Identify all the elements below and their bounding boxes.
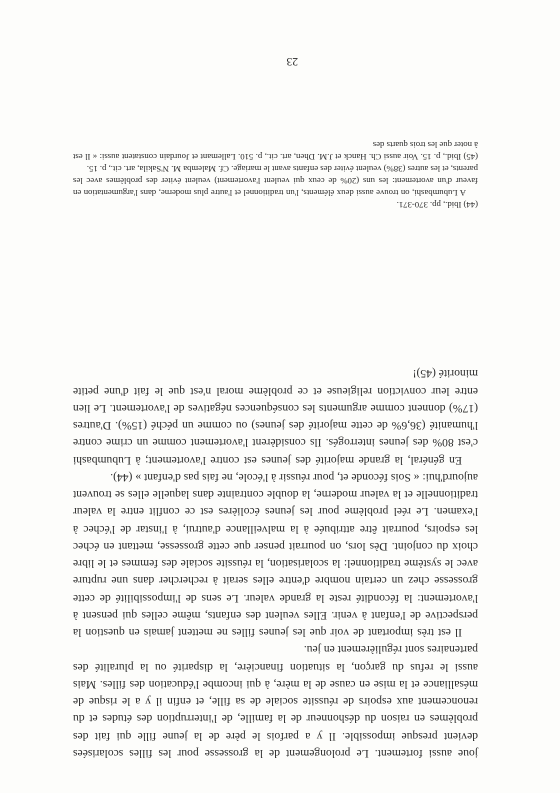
body-text <box>73 365 478 762</box>
footnote: A Lubumbashi, on trouve aussi deux éléments, l'un traditionnel et l'autre plus moderne, dans l'argumentation en faveur d'un avortement: les uns (20% de ceux qui veulent l'avortement) veulent éviter des problèmes avec les parents, et les autres (38%) veulent éviter des enfants avant le mariage. Cf. Malemba M. N'Sakila, art. cit., p. 15. <box>73 163 478 198</box>
footnotes <box>73 138 478 211</box>
page-number: 23 <box>286 55 298 67</box>
paragraph: En général, la grande majorité des jeunes est contre l'avortement; à Lubumbashi c'est 80% des jeunes interrogés. Ils considèrent l'avortement comme un crime contre l'humanité (36,6% de cette majorité des jeunes) ou comme un péché (15%). D'autres (17%) donnent comme arguments les conséquences négatives de l'avortement. Le lien entre leur conviction religieuse et ce problème moral n'est que le fait d'une petite minorité (45)! <box>73 367 478 467</box>
footnote: (44) Ibid., pp. 370-371. <box>396 200 478 210</box>
paragraph: joue aussi fortement. Le prolongement de la grossesse pour les filles scolarisées devient presque impossible. Il y a parfois le père de la jeune fille qui fait des problèmes en raison du déshonneur de la famille, de l'interruption des études et du renoncement aux espoirs de réussite sociale de sa fille, et enfin il y a le risque de mésalliance et la mise en cause de la mère, à qui incombe l'éducation des filles. Mais aussi le refus du garçon, la situation financière, la disparité ou la pluralité des partenaires sont régulièrement en jeu. <box>73 643 478 760</box>
footnote: (45) Ibid., p. 15. Voir aussi Ch. Hanck et J.M. Dhen, art. cit., p. 510. Lallemant et Jourdain constatent aussi: « Il est à noter que les trois quarts des <box>73 139 478 162</box>
paragraph: Il est très important de voir que les jeunes filles ne mettent jamais en question la perspective de l'enfant à venir. Elles veulent des enfants, même celles qui pensent à l'avortement: la fécondité reste la grande valeur. Le sens de l'impossibilité de cette grossesse chez un certain nombre d'entre elles serait à rechercher dans une rupture avec le système traditionnel: la scolarisation, la réussite sociale des femmes et le libre choix du conjoint. Dès lors, on pourrait penser que cette grossesse, mettant en échec les espoirs, pourrait être attribuée à la malveillance d'autrui, à l'instar de l'échec à l'examen. Le réel problème pour les jeunes écolières est ce conflit entre la valeur traditionnelle et la valeur moderne, la double contrainte dans laquelle elles se trouvent aujourd'hui: « Sois féconde et, pour réussir à l'école, ne fais pas d'enfant » (44). <box>73 471 478 640</box>
